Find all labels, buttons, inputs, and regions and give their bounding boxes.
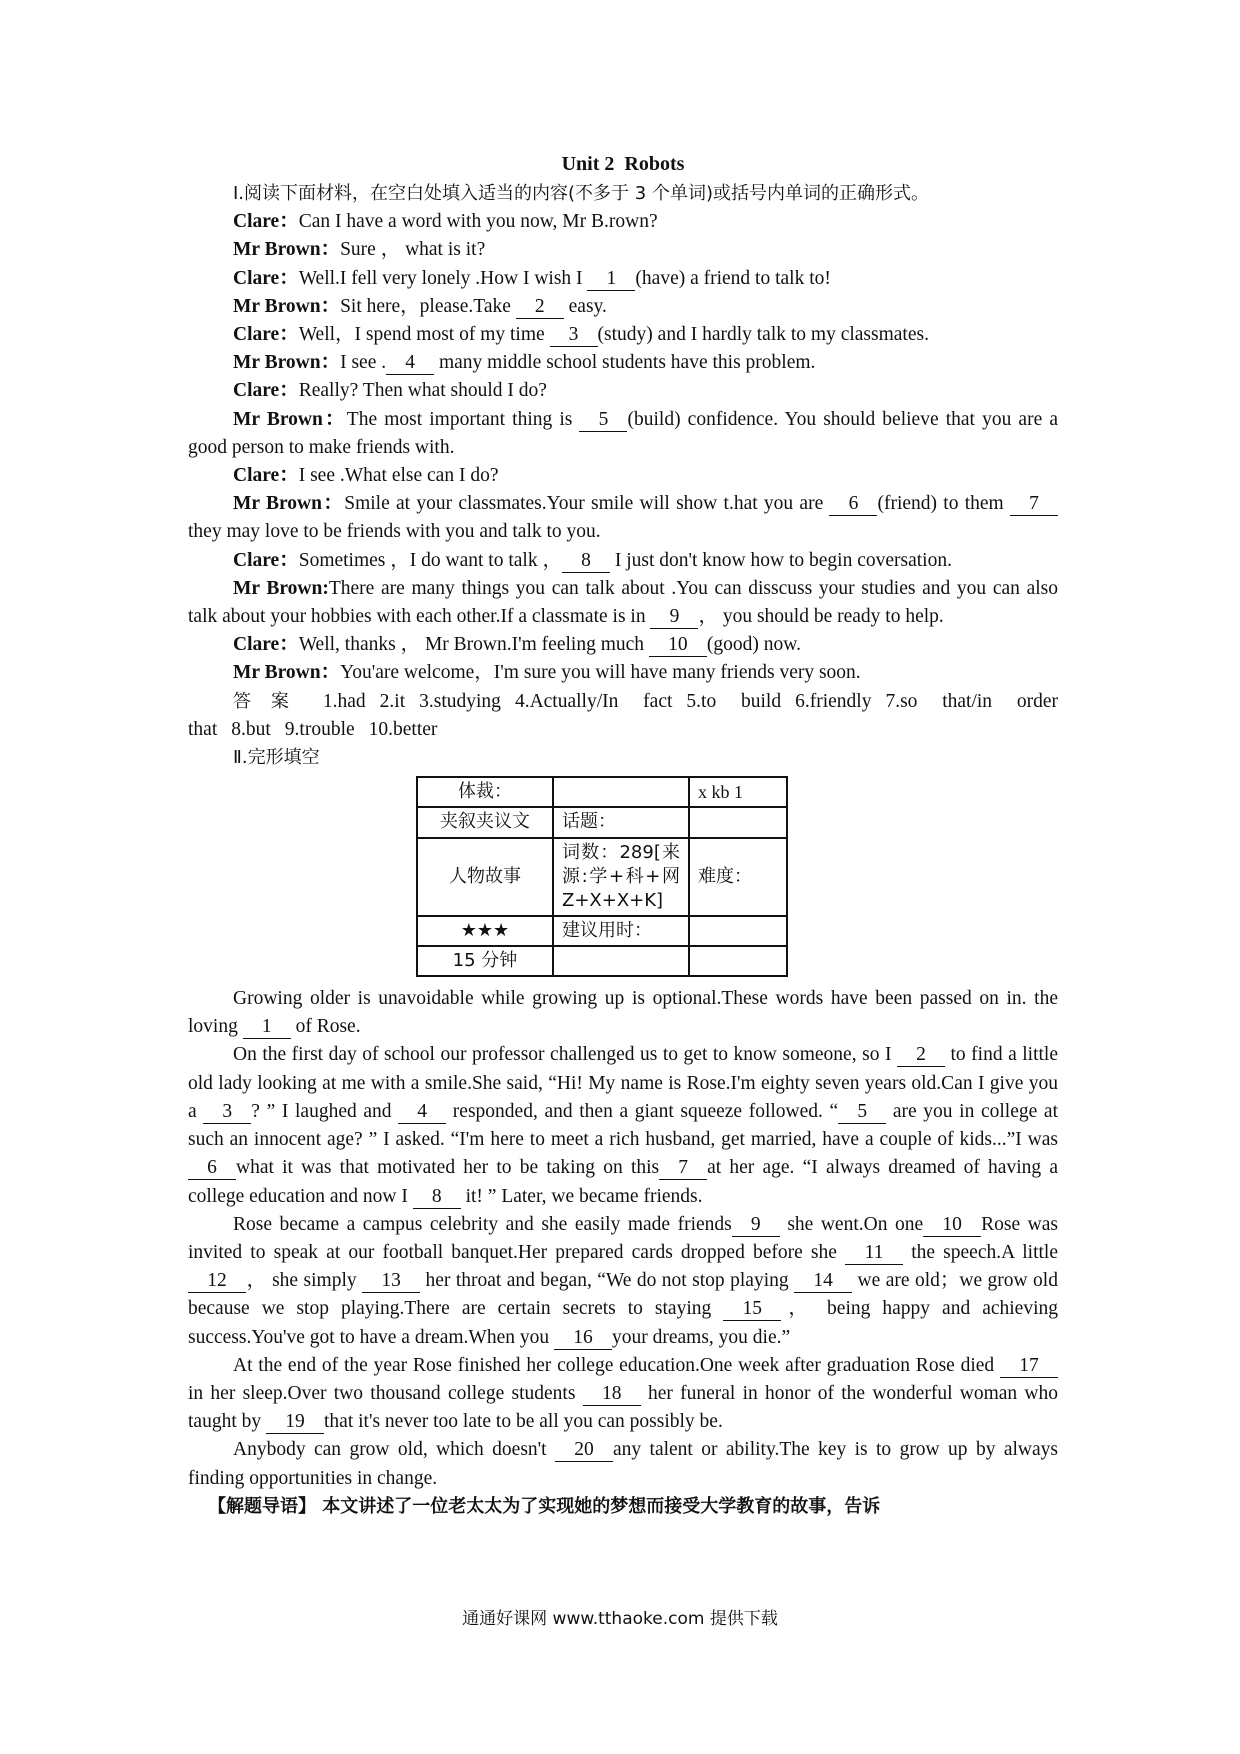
answer-item: 9.trouble <box>284 718 355 740</box>
answer-item: 6.friendly <box>795 690 872 712</box>
answer-key <box>188 688 1058 744</box>
dialogue-line <box>188 293 1058 321</box>
table-cell: 建议用时： <box>553 916 689 946</box>
answer-item: 2.it <box>379 690 406 712</box>
answer-item: 4.Actually/In fact <box>514 690 673 712</box>
blank-7: 7 <box>1010 493 1058 516</box>
blank-8: 8 <box>413 1186 461 1209</box>
text-segment: ? ” I laughed and <box>251 1100 399 1122</box>
text-segment: Can I have a word with you now, Mr B.rown? <box>298 211 658 233</box>
blank-9: 9 <box>650 606 698 629</box>
blank-13: 13 <box>362 1270 420 1293</box>
blank-6: 6 <box>188 1157 236 1180</box>
speaker-name: Clare： <box>233 267 299 289</box>
text-segment: her funeral in honor of the wonderful woman who taught by <box>188 1382 1058 1433</box>
text-segment: Smile at your classmates.Your smile will show t.hat you are <box>344 493 830 515</box>
text-segment: (study) and I hardly talk to my classmates. <box>597 324 929 346</box>
answer-item: 7.so that/in order that <box>188 690 1058 740</box>
table-row <box>417 916 787 946</box>
dialogue-line <box>188 321 1058 349</box>
blank-15: 15 <box>723 1298 781 1321</box>
page-title: Unit 2 Robots <box>561 153 685 175</box>
passage-paragraph <box>188 985 1058 1041</box>
blank-1: 1 <box>243 1016 291 1039</box>
text-segment: Growing older is unavoidable while growing up is optional.These words have been passed on in. the loving <box>188 988 1058 1038</box>
blank-10: 10 <box>923 1214 981 1237</box>
blank-7: 7 <box>659 1157 707 1180</box>
answer-item: 5.to build <box>686 690 782 712</box>
speaker-name: Mr Brown： <box>233 408 347 430</box>
dialogue-line <box>188 462 1058 490</box>
blank-18: 18 <box>583 1383 641 1406</box>
text-segment: There are many things you can talk about .You can disscuss your studies and you can also talk about your hobbies with each other.If a classmate is in <box>188 577 1058 628</box>
text-segment: Anybody can grow old, which doesn't <box>233 1439 555 1461</box>
text-segment: Sometimes ，I do want to talk ， <box>298 549 562 571</box>
blank-11: 11 <box>845 1242 903 1265</box>
text-segment: I see . <box>340 352 387 374</box>
table-cell: 话题： <box>553 807 689 837</box>
text-segment: The most important thing is <box>346 408 580 430</box>
blank-12: 12 <box>188 1270 246 1293</box>
speaker-name: Mr Brown： <box>233 352 341 374</box>
dialogue <box>188 208 1058 687</box>
speaker-name: Clare： <box>233 380 299 402</box>
dialogue-line <box>188 547 1058 575</box>
text-segment: On the first day of school our professor challenged us to get to know someone, so I <box>233 1044 897 1066</box>
table-cell: 人物故事 <box>417 838 553 916</box>
speaker-name: Clare： <box>233 465 299 487</box>
table-cell: ★★★ <box>417 916 553 946</box>
blank-17: 17 <box>1000 1355 1058 1378</box>
speaker-name: Mr Brown: <box>233 577 329 599</box>
blank-16: 16 <box>554 1327 612 1350</box>
dialogue-line <box>188 349 1058 377</box>
passage-paragraph <box>188 1041 1058 1210</box>
table-row <box>417 946 787 976</box>
table-cell: 难度： <box>689 838 787 916</box>
table-cell: 词数：289[来源:学+科+网Z+X+X+K] <box>553 838 689 916</box>
text-segment: I just don't know how to begin coversation. <box>609 549 952 571</box>
text-segment: of Rose. <box>290 1016 361 1038</box>
text-segment: ， being happy and achieving success.You've got to have a dream.When you <box>188 1298 1058 1348</box>
text-segment: ， she simply <box>246 1270 363 1292</box>
text-segment: (friend) to them <box>877 493 1010 515</box>
passage-info-table <box>416 776 788 977</box>
text-segment: Rose became a campus celebrity and she easily made friends <box>233 1213 732 1235</box>
table-cell <box>553 946 689 976</box>
text-segment: that it's never too late to be all you can possibly be. <box>324 1411 723 1433</box>
passage-paragraph <box>188 1211 1058 1352</box>
dialogue-line <box>188 490 1058 546</box>
table-cell: 15 分钟 <box>417 946 553 976</box>
answer-item: 10.better <box>368 718 438 740</box>
text-segment: (build) confidence. You should believe that you are a good person to make friends with. <box>188 408 1058 458</box>
blank-3: 3 <box>550 324 598 347</box>
table-cell <box>689 807 787 837</box>
text-segment: Rose was invited to speak at our football banquet.Her prepared cards dropped before she <box>188 1213 1058 1263</box>
blank-5: 5 <box>579 409 627 432</box>
text-segment: she went.On one <box>779 1213 924 1235</box>
speaker-name: Mr Brown： <box>233 662 341 684</box>
text-segment: we are old；we grow old because we stop playing.There are certain secrets to staying <box>188 1270 1058 1320</box>
text-segment: You'are welcome，I'm sure you will have many friends very soon. <box>340 662 861 684</box>
blank-6: 6 <box>829 493 877 516</box>
speaker-name: Clare： <box>233 634 299 656</box>
passage-paragraph <box>188 1436 1058 1492</box>
text-segment: At the end of the year Rose finished her college education.One week after graduation Rose died <box>233 1354 1000 1376</box>
speaker-name: Clare： <box>233 549 299 571</box>
text-segment: responded, and then a giant squeeze followed. “ <box>446 1100 839 1122</box>
speaker-name: Mr Brown： <box>233 295 341 317</box>
title-topic: Robots <box>624 153 685 175</box>
table-cell <box>553 777 689 807</box>
text-segment: the speech.A little <box>903 1241 1058 1263</box>
text-segment: her throat and began, “We do not stop playing <box>420 1270 795 1292</box>
speaker-name: Mr Brown： <box>233 493 345 515</box>
blank-3: 3 <box>203 1101 251 1124</box>
blank-20: 20 <box>555 1439 613 1462</box>
dialogue-line <box>188 406 1058 462</box>
speaker-name: Mr Brown： <box>233 239 341 261</box>
speaker-name: Clare： <box>233 211 299 233</box>
text-segment: they may love to be friends with you and talk to you. <box>188 521 601 543</box>
table-cell: x kb 1 <box>689 777 787 807</box>
blank-9: 9 <box>732 1214 780 1237</box>
text-segment: any talent or ability.The key is to grow up by always finding opportunities in change. <box>188 1439 1058 1489</box>
answer-item: 1.had <box>322 690 366 712</box>
dialogue-line <box>188 377 1058 405</box>
text-segment: Well, thanks ， Mr Brown.I'm feeling much <box>298 634 649 656</box>
dialogue-line <box>188 236 1058 264</box>
table-cell <box>689 946 787 976</box>
text-segment: Sure ， what is it? <box>340 239 486 261</box>
solution-guide: 【解题导语】 本文讲述了一位老太太为了实现她的梦想而接受大学教育的故事，告诉 <box>208 1495 881 1517</box>
section1-instruction: Ⅰ.阅读下面材料，在空白处填入适当的内容(不多于 3 个单词)或括号内单词的正确形式。 <box>233 183 929 204</box>
table-row <box>417 807 787 837</box>
text-segment: many middle school students have this problem. <box>434 352 816 374</box>
blank-5: 5 <box>838 1101 886 1124</box>
text-segment: Sit here，please.Take <box>340 295 516 317</box>
table-row <box>417 777 787 807</box>
text-segment: Really? Then what should I do? <box>298 380 547 402</box>
answer-item: 3.studying <box>419 690 501 712</box>
page-footer: 通通好课网 www.tthaoke.com 提供下载 <box>462 1609 778 1629</box>
blank-2: 2 <box>516 296 564 319</box>
blank-8: 8 <box>562 550 610 573</box>
section2-heading: Ⅱ.完形填空 <box>233 747 320 769</box>
text-segment: I see .What else can I do? <box>298 465 499 487</box>
dialogue-line <box>188 575 1058 631</box>
blank-19: 19 <box>266 1411 324 1434</box>
table-row <box>417 838 787 916</box>
text-segment: Well，I spend most of my time <box>298 324 550 346</box>
blank-4: 4 <box>398 1101 446 1124</box>
text-segment: in her sleep.Over two thousand college students <box>188 1382 583 1404</box>
table-cell <box>689 916 787 946</box>
answer-item: 8.but <box>231 718 271 740</box>
text-segment: to find a little old lady looking at me with a smile.She said, “Hi! My name is Rose.I'm eighty seven years old.Can I give you a <box>188 1044 1058 1122</box>
table-cell: 体裁： <box>417 777 553 807</box>
blank-14: 14 <box>794 1270 852 1293</box>
text-segment: Well.I fell very lonely .How I wish I <box>298 267 588 289</box>
text-segment: at her age. “I always dreamed of having a college education and now I <box>188 1157 1058 1207</box>
passage-paragraph <box>188 1352 1058 1437</box>
text-segment: your dreams, you die.” <box>612 1326 791 1348</box>
blank-10: 10 <box>649 634 707 657</box>
speaker-name: Clare： <box>233 324 299 346</box>
blank-4: 4 <box>386 352 434 375</box>
answer-label: 答案 <box>233 690 309 712</box>
blank-2: 2 <box>897 1044 945 1067</box>
dialogue-line <box>188 659 1058 687</box>
dialogue-line <box>188 631 1058 659</box>
table-cell: 夹叙夹议文 <box>417 807 553 837</box>
blank-1: 1 <box>587 268 635 291</box>
dialogue-line <box>188 208 1058 236</box>
text-segment: what it was that motivated her to be taking on this <box>236 1157 660 1179</box>
text-segment: it! ” Later, we became friends. <box>460 1185 703 1207</box>
text-segment: are you in college at such an innocent age? ” I asked. “I'm here to meet a rich husband, get married, have a couple of kids...”I was <box>188 1100 1058 1151</box>
document-body <box>188 150 1058 1521</box>
text-segment: easy. <box>563 295 607 317</box>
dialogue-line <box>188 265 1058 293</box>
cloze-passage <box>188 985 1058 1493</box>
text-segment: (have) a friend to talk to! <box>635 267 831 289</box>
text-segment: ， you should be ready to help. <box>698 606 944 628</box>
text-segment: (good) now. <box>706 634 801 656</box>
